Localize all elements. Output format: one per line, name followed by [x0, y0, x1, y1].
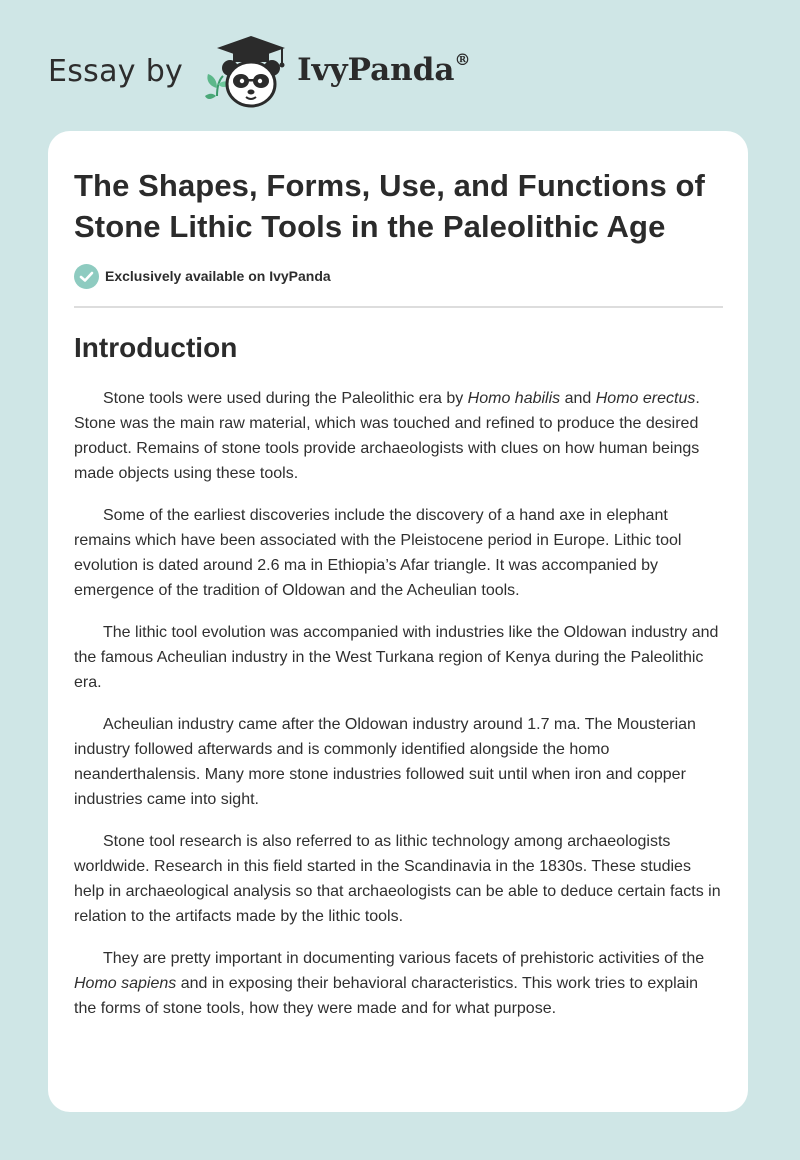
- text-run: They are pretty important in documenting various facets of prehistoric activities of the: [103, 950, 705, 967]
- body-paragraph: [74, 946, 724, 1021]
- text-run: Stone tools were used during the Paleolithic era by: [103, 390, 468, 407]
- registered-mark: ®: [454, 50, 471, 69]
- text-run: The lithic tool evolution was accompanied with industries like the Oldowan industry and the famous Acheulian industry in the West Turkana region of Kenya during the Paleolithic era.: [74, 624, 719, 691]
- text-run: and: [560, 390, 596, 407]
- panda-logo-icon: [197, 34, 293, 110]
- badge-text: Exclusively available on IvyPanda: [105, 268, 331, 284]
- exclusive-badge: [74, 263, 722, 289]
- text-run: Stone tool research is also referred to as lithic technology among archaeologists worldwide. Research in this field started in the Scandinavia in the 1830s. These studies help in archaeological analysis so that archaeologists can be able to deduce certain facts in relation to the artifacts made by the lithic tools.: [74, 833, 721, 925]
- divider: [74, 306, 723, 308]
- italic-term: Homo sapiens: [74, 975, 177, 992]
- check-circle-icon: [74, 264, 99, 289]
- body-paragraph: [74, 712, 724, 812]
- body-paragraph: [74, 503, 724, 603]
- italic-term: Homo habilis: [467, 390, 561, 407]
- body-paragraph: [74, 829, 724, 929]
- article-body: [74, 386, 724, 1021]
- text-run: . Stone was the main raw material, which was touched and refined to produce the desired product. Remains of stone tools provide archaeologists with clues on how human beings made objects using these tools.: [74, 390, 700, 482]
- brand-prefix: Essay by: [48, 53, 184, 89]
- body-paragraph: [74, 620, 724, 695]
- article-title: The Shapes, Forms, Use, and Functions of Stone Lithic Tools in the Paleolithic Age: [74, 168, 705, 244]
- brand-header[interactable]: [48, 34, 508, 110]
- text-run: Acheulian industry came after the Oldowan industry around 1.7 ma. The Mousterian industry followed afterwards and is commonly identified alongside the homo neanderthalensis. Many more stone industries followed suit until when iron and copper industries came into sight.: [74, 716, 696, 808]
- text-run: and in exposing their behavioral characteristics. This work tries to explain the forms of stone tools, how they were made and for what purpose.: [74, 975, 699, 1017]
- section-heading: Introduction: [74, 332, 238, 363]
- body-paragraph: [74, 386, 724, 486]
- article-card: [48, 131, 748, 1112]
- brand-name: IvyPanda®: [297, 50, 471, 88]
- italic-term: Homo erectus: [595, 390, 696, 407]
- text-run: Some of the earliest discoveries include the discovery of a hand axe in elephant remains which have been associated with the Pleistocene period in Europe. Lithic tool evolution is dated around 2.6 ma in Ethiopia’s Afar triangle. It was accompanied by emergence of the tradition of Oldowan and the Acheulian tools.: [74, 507, 682, 599]
